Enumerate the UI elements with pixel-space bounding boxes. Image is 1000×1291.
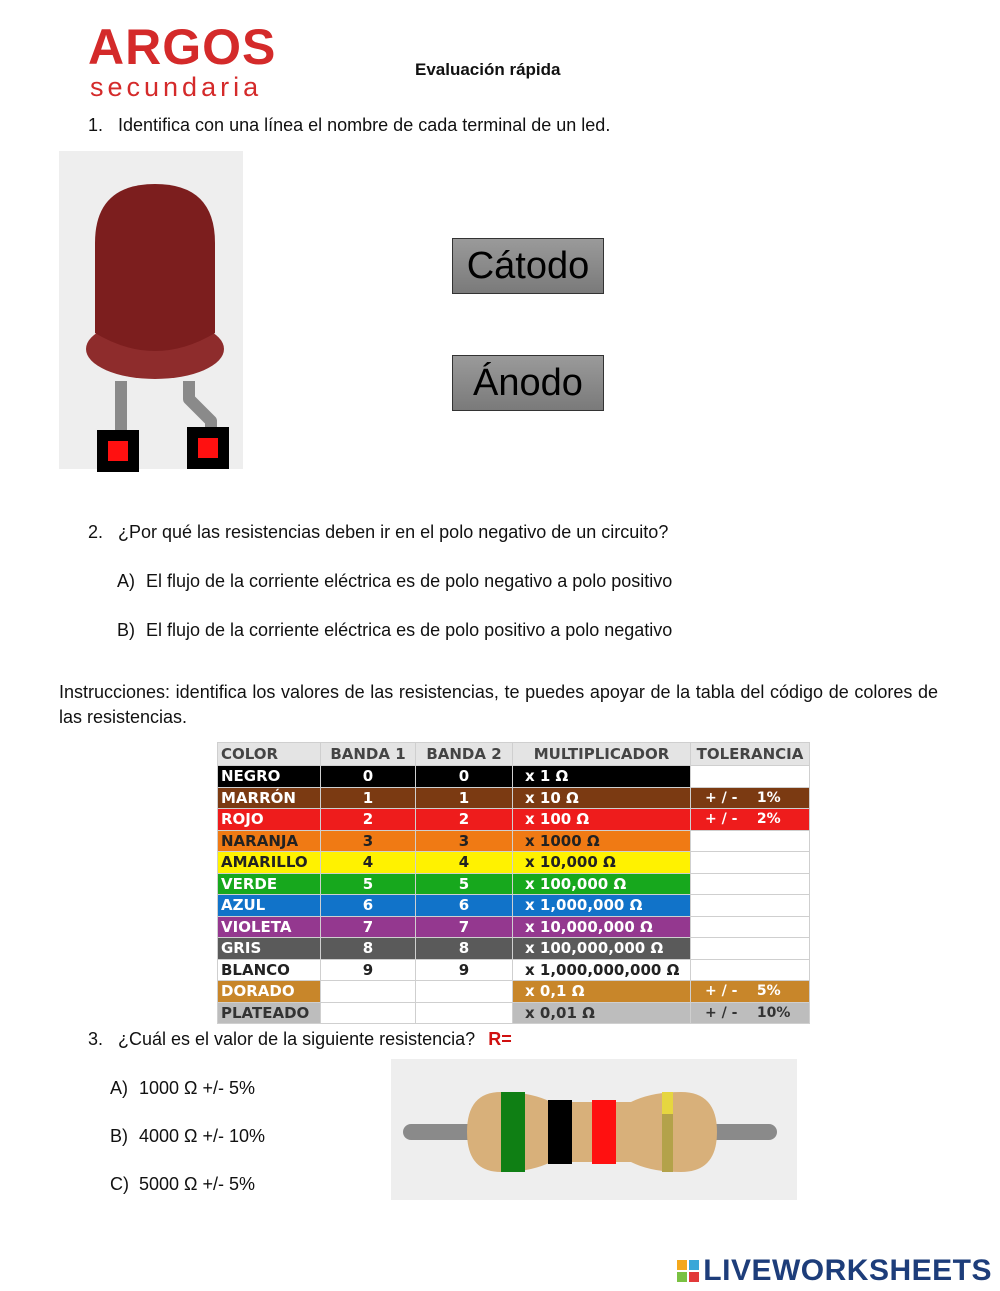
color-name-cell: NEGRO [218, 766, 321, 788]
table-row [218, 852, 810, 874]
banda-2-cell: 1 [416, 787, 513, 809]
color-name-cell: DORADO [218, 981, 321, 1003]
banda-2-cell: 5 [416, 873, 513, 895]
question-3-number: 3. [88, 1029, 104, 1049]
multiplicador-cell: x 100 Ω [513, 809, 691, 831]
option-letter: A) [110, 1078, 128, 1098]
banda-2-cell: 4 [416, 852, 513, 874]
banda-1-cell: 8 [321, 938, 416, 960]
argos-logo-subtitle: secundaria [90, 72, 263, 102]
tolerancia-cell: + / - 2% [691, 809, 810, 831]
tolerancia-cell [691, 916, 810, 938]
banda-1-cell: 6 [321, 895, 416, 917]
header-banda-1: BANDA 1 [321, 743, 416, 766]
question-3-option-b[interactable] [110, 1126, 265, 1147]
banda-2-cell: 3 [416, 830, 513, 852]
tolerancia-cell [691, 938, 810, 960]
banda-1-cell: 0 [321, 766, 416, 788]
question-1-text: Identifica con una línea el nombre de cada terminal de un led. [118, 115, 611, 135]
option-text: 4000 Ω +/- 10% [139, 1126, 266, 1146]
question-3 [88, 1029, 512, 1051]
color-name-cell: PLATEADO [218, 1002, 321, 1024]
multiplicador-cell: x 0,01 Ω [513, 1002, 691, 1024]
color-name-cell: AZUL [218, 895, 321, 917]
tolerancia-cell [691, 895, 810, 917]
tolerancia-cell [691, 830, 810, 852]
banda-1-cell: 2 [321, 809, 416, 831]
banda-1-cell: 5 [321, 873, 416, 895]
banda-1-cell: 9 [321, 959, 416, 981]
multiplicador-cell: x 10 Ω [513, 787, 691, 809]
question-2-text: ¿Por qué las resistencias deben ir en el polo negativo de un circuito? [118, 522, 669, 542]
option-text: 1000 Ω +/- 5% [139, 1078, 256, 1098]
multiplicador-cell: x 1000 Ω [513, 830, 691, 852]
led-cathode-terminal-dot [108, 441, 128, 461]
banda-1-cell: 3 [321, 830, 416, 852]
question-3-option-c[interactable] [110, 1174, 255, 1195]
header-tolerancia: TOLERANCIA [691, 743, 810, 766]
table-row [218, 873, 810, 895]
tolerancia-cell [691, 852, 810, 874]
tolerancia-cell: + / - 10% [691, 1002, 810, 1024]
option-letter: B) [110, 1126, 128, 1146]
banda-2-cell: 7 [416, 916, 513, 938]
led-illustration [59, 151, 243, 473]
question-3-text: ¿Cuál es el valor de la siguiente resistencia? [118, 1029, 476, 1049]
led-anode-terminal-dot [198, 438, 218, 458]
option-text: El flujo de la corriente eléctrica es de polo negativo a polo positivo [146, 571, 673, 591]
multiplicador-cell: x 0,1 Ω [513, 981, 691, 1003]
resistor-color-code-table [217, 742, 810, 1024]
option-letter: C) [110, 1174, 129, 1194]
multiplicador-cell: x 1,000,000,000 Ω [513, 959, 691, 981]
banda-1-cell [321, 1002, 416, 1024]
banda-2-cell [416, 981, 513, 1003]
tolerancia-cell [691, 873, 810, 895]
color-name-cell: MARRÓN [218, 787, 321, 809]
table-row [218, 787, 810, 809]
header-color: COLOR [218, 743, 321, 766]
banda-1-cell: 4 [321, 852, 416, 874]
instructions-text: Instrucciones: identifica los valores de las resistencias, te puedes apoyar de la tabla del código de colores de las resistencias. [59, 682, 938, 728]
table-row [218, 959, 810, 981]
banda-2-cell [416, 1002, 513, 1024]
answer-box-catodo[interactable]: Cátodo [452, 238, 604, 294]
tolerancia-cell [691, 766, 810, 788]
table-row [218, 830, 810, 852]
question-2 [88, 522, 668, 544]
answer-box-anodo[interactable]: Ánodo [452, 355, 604, 411]
liveworksheets-logo [677, 1254, 992, 1288]
color-name-cell: VERDE [218, 873, 321, 895]
question-2-option-a[interactable] [117, 571, 672, 592]
banda-1-cell [321, 981, 416, 1003]
color-name-cell: BLANCO [218, 959, 321, 981]
table-row [218, 916, 810, 938]
option-letter: A) [117, 571, 135, 591]
resistor-illustration [391, 1059, 797, 1200]
table-row [218, 981, 810, 1003]
banda-2-cell: 0 [416, 766, 513, 788]
table-row [218, 895, 810, 917]
banda-2-cell: 6 [416, 895, 513, 917]
color-name-cell: NARANJA [218, 830, 321, 852]
resistor-band-green [501, 1092, 525, 1172]
color-name-cell: ROJO [218, 809, 321, 831]
question-2-option-b[interactable] [117, 620, 672, 641]
page-title: Evaluación rápida [415, 60, 561, 79]
multiplicador-cell: x 1,000,000 Ω [513, 895, 691, 917]
table-row [218, 766, 810, 788]
multiplicador-cell: x 100,000,000 Ω [513, 938, 691, 960]
option-letter: B) [117, 620, 135, 640]
table-row [218, 1002, 810, 1024]
table-header-row [218, 743, 810, 766]
question-3-option-a[interactable] [110, 1078, 255, 1099]
color-name-cell: AMARILLO [218, 852, 321, 874]
color-name-cell: VIOLETA [218, 916, 321, 938]
multiplicador-cell: x 10,000 Ω [513, 852, 691, 874]
led-dome [95, 184, 215, 351]
header-banda-2: BANDA 2 [416, 743, 513, 766]
tolerancia-cell [691, 959, 810, 981]
tolerancia-cell: + / - 1% [691, 787, 810, 809]
option-text: El flujo de la corriente eléctrica es de polo positivo a polo negativo [146, 620, 673, 640]
banda-1-cell: 1 [321, 787, 416, 809]
liveworksheets-brand-text: LIVEWORKSHEETS [703, 1254, 992, 1287]
color-name-cell: GRIS [218, 938, 321, 960]
tolerancia-cell: + / - 5% [691, 981, 810, 1003]
banda-2-cell: 9 [416, 959, 513, 981]
multiplicador-cell: x 100,000 Ω [513, 873, 691, 895]
banda-2-cell: 2 [416, 809, 513, 831]
multiplicador-cell: x 10,000,000 Ω [513, 916, 691, 938]
resistor-band-gold-highlight [662, 1092, 673, 1114]
table-row [218, 938, 810, 960]
banda-1-cell: 7 [321, 916, 416, 938]
resistor-band-red [592, 1100, 616, 1164]
multiplicador-cell: x 1 Ω [513, 766, 691, 788]
table-row [218, 809, 810, 831]
question-2-number: 2. [88, 522, 104, 542]
liveworksheets-icon [677, 1260, 699, 1282]
question-1-number: 1. [88, 115, 104, 135]
argos-logo: ARGOS [88, 19, 277, 75]
banda-2-cell: 8 [416, 938, 513, 960]
r-answer-label: R= [488, 1029, 512, 1049]
resistor-band-black [548, 1100, 572, 1164]
option-text: 5000 Ω +/- 5% [139, 1174, 256, 1194]
question-1 [88, 115, 610, 137]
header-multiplicador: MULTIPLICADOR [513, 743, 691, 766]
